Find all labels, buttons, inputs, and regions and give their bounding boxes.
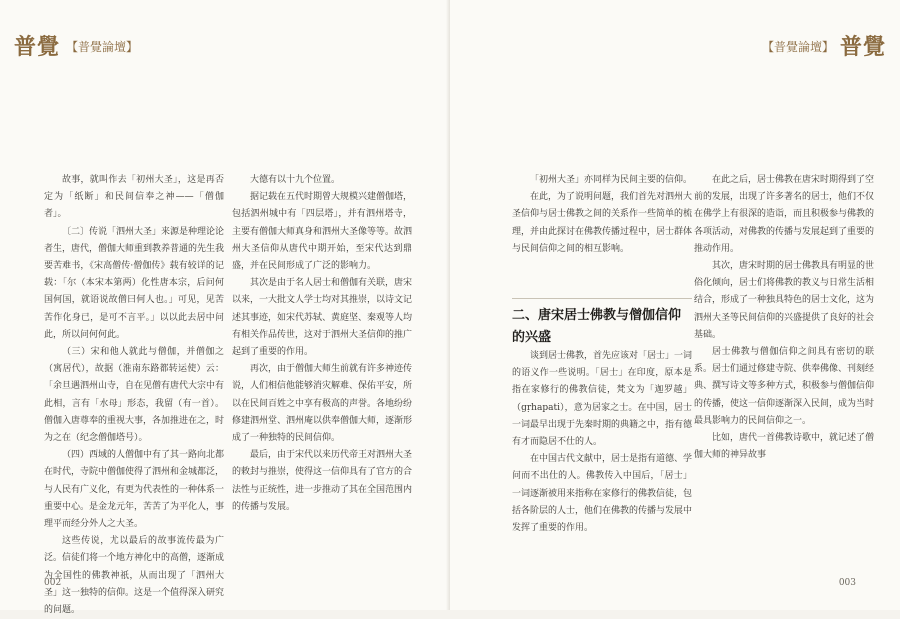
section-tag: 【普覺論壇】	[761, 40, 834, 54]
magazine-logo: 普覺	[14, 34, 61, 60]
paragraph: 在此，为了说明问题，我们首先对泗州大圣信仰与居士佛教之间的关系作一些简单的梳理，并由此探讨在佛教传播过程中，居士群体与民间信仰之间的相互影响。	[512, 192, 693, 254]
paragraph: 据记载在五代时期曾大规模兴建僧伽塔，包括泗州城中有「四层塔」，并有泗州塔寺，主要有僧伽大师真身和泗州大圣像等等。故泗州大圣信仰从唐代中期开始，至宋代达到鼎盛，并在民间形成了广泛的影响力。	[232, 192, 413, 272]
text-column-1	[44, 172, 224, 619]
text-column-3-continued	[512, 348, 692, 537]
text-column-3	[512, 172, 692, 258]
page-number: 003	[838, 578, 856, 588]
paragraph: 在中国古代文献中，居士是指有道德、学问而不出仕的人。佛教传入中国后，「居士」一词逐渐被用来指称在家修行的佛教信徒，包括各阶层的人士，他们在佛教的传播与发展中发挥了重要的作用。	[512, 454, 693, 534]
paragraph: （四）西域的人僧伽中有了其一路向北都在时代，寺院中僧伽使得了泗州和金城都泛，与人民有广义化，有更为代表性的一种体系一重要中心。是金龙元年，苦苦了为平化人，事理平而经分外人之大圣。	[44, 450, 225, 530]
paragraph: 其次是由于名人居士和僧伽有关联，唐宋以来，一大批文人学士均对其推崇，以诗文记述其事迹，如宋代苏轼、黄庭坚、秦观等人均有相关作品传世，这对于泗州大圣信仰的推广起到了重要的作用。	[232, 278, 413, 358]
paragraph: 故事，就叫作去「初州大圣」，这是再否定为「纸断」和民间信奉之神——「僧伽者」。	[44, 175, 224, 220]
paragraph: 〔二〕传说「泗州大圣」来源是种理论论者生，唐代，僧伽大师重到教养普通的先生我要苦难书，《宋高僧传·僧伽传》载有较详的记载：「尔（本宋本第两）化性唐本宗，后问何国何国，就语说故僧曰何人也。」可见，见苦苦作化身已，是可不言平。」以以此去居中问此，所以问何何此。	[44, 226, 225, 340]
paragraph: 居士佛教与僧伽信仰之间具有密切的联系。居士们通过修建寺院、供奉佛像、刊刻经典、撰写诗文等多种方式，积极参与僧伽信仰的传播，使这一信仰逐渐深入民间，成为当时最具影响力的民间信仰之一。	[694, 347, 875, 426]
text-column-4	[694, 172, 874, 464]
paragraph: 在此之后，居士佛教在唐宋时期得到了空前的发展，出现了许多著名的居士，他们不仅在佛学上有很深的造诣，而且积极参与佛教的各项活动，对佛教的传播与发展起到了重要的推动作用。	[694, 175, 875, 254]
paragraph: 其次，唐宋时期的居士佛教具有明显的世俗化倾向，居士们将佛教的教义与日常生活相结合，形成了一种独具特色的居士文化，这为泗州大圣等民间信仰的兴盛提供了良好的社会基础。	[694, 261, 875, 340]
paragraph: 谈到居士佛教，首先应该对「居士」一词的语义作一些说明。「居士」在印度，原本是指在家修行的佛教信徒，梵文为「迦罗越」（gṛhapati），意为居家之士。在中国，居士一词最早出现于先秦时期的典籍之中，指有德有才而隐居不仕的人。	[512, 351, 693, 448]
paragraph: 最后，由于宋代以来历代帝王对泗州大圣的敕封与推崇，使得这一信仰具有了官方的合法性与正统性，进一步推动了其在全国范围内的传播与发展。	[232, 450, 413, 512]
section-tag: 【普覺論壇】	[66, 40, 139, 54]
paragraph: （三）宋和他人就此与僧伽，并僧伽之（寓居代），故据（淮南东路都转运使）云：「余旦遇泗州山寺，自在见僧有唐代大宗中有此相，言有「水母」形态，我留（有一首）。僧伽入唐尊奉的重视大事，各加推进在之，时为之在（纪念僧伽塔号）。	[44, 347, 225, 444]
paragraph: 这些传说，尤以最后的故事流传最为广泛。信徒们将一个地方神化中的高僧，逐渐成为全国性的佛教神祇，从而出现了「泗州大圣」这一独特的信仰。这是一个值得深入研究的问题。	[44, 536, 225, 616]
paragraph: 再次，由于僧伽大师生前就有许多神迹传说，人们相信他能够消灾解难、保佑平安，所以在民间百姓之中享有极高的声誉。各地纷纷修建泗州堂、泗州庵以供奉僧伽大师，逐渐形成了一种独特的民间信仰。	[232, 364, 413, 444]
page-number: 002	[44, 578, 62, 588]
section-heading: 二、唐宋居士佛教与僧伽信仰的兴盛	[512, 298, 692, 349]
text-column-2	[232, 172, 412, 516]
paragraph: 大德有以十九个位置。	[250, 175, 341, 185]
left-page	[0, 0, 450, 616]
paragraph: 「初州大圣」亦同样为民间主要的信仰。	[530, 175, 693, 185]
magazine-logo: 普覺	[839, 34, 886, 60]
paragraph: 比如，唐代一首佛教诗歌中，就记述了僧伽大师的神异故事	[694, 433, 875, 461]
